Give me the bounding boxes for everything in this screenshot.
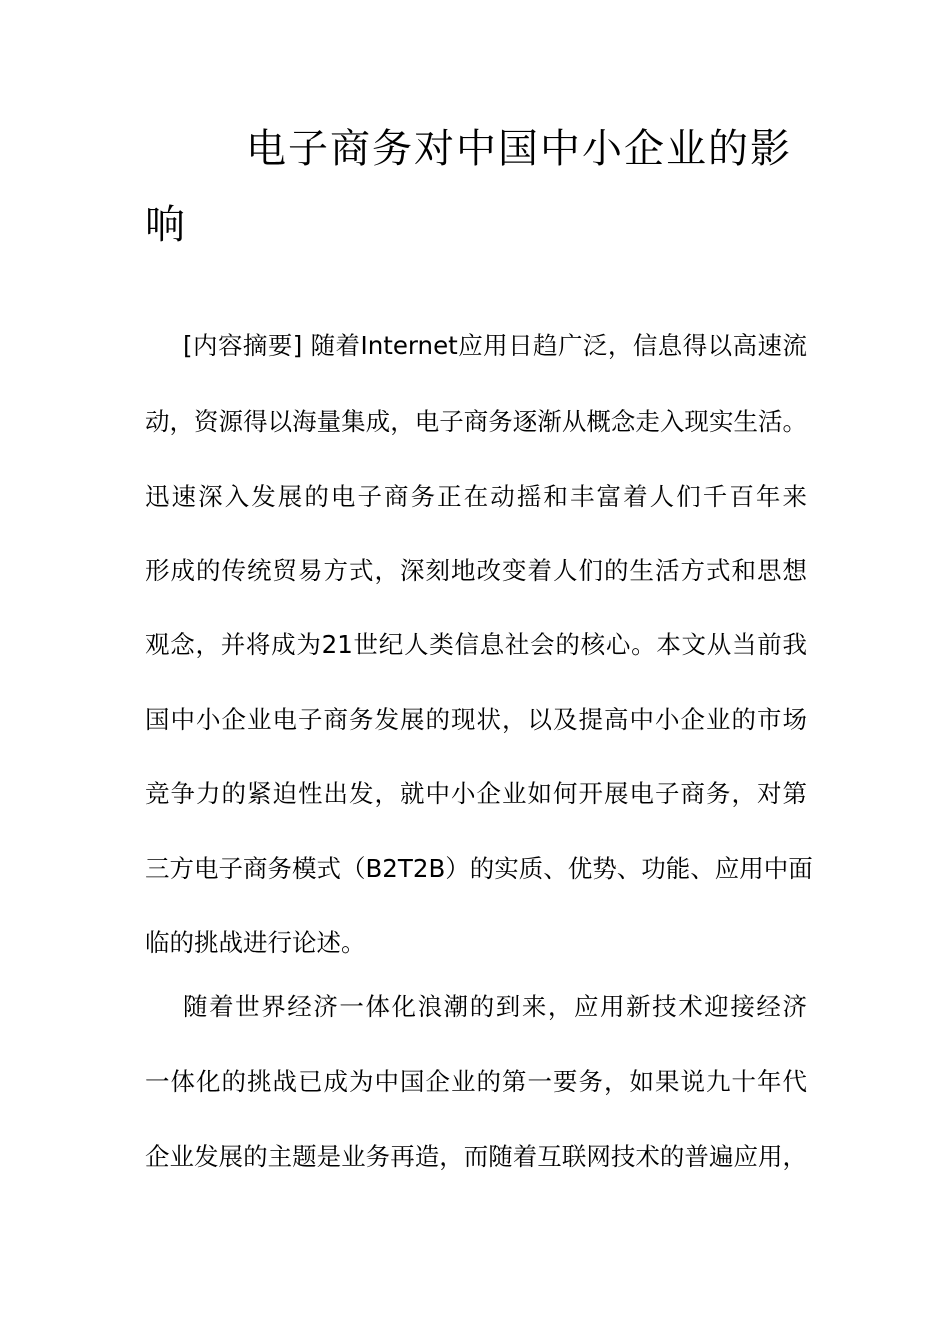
document-title-line-1: 电子商务对中国中小企业的影	[246, 126, 792, 172]
abstract-line-9: 临的挑战进行论述。	[145, 928, 366, 957]
abstract-line-5: 观念，并将成为21世纪人类信息社会的核心。本文从当前我	[145, 630, 807, 659]
paragraph2-line-1: 随着世界经济一体化浪潮的到来，应用新技术迎接经济	[183, 992, 807, 1021]
paragraph2-line-3: 企业发展的主题是业务再造，而随着互联网技术的普遍应用，	[145, 1142, 807, 1171]
abstract-line-7: 竞争力的紧迫性出发，就中小企业如何开展电子商务，对第	[145, 779, 807, 808]
abstract-line-2: 动，资源得以海量集成，电子商务逐渐从概念走入现实生活。	[145, 407, 807, 436]
document-title-line-2: 响	[145, 202, 187, 248]
paragraph2-line-2: 一体化的挑战已成为中国企业的第一要务，如果说九十年代	[145, 1067, 807, 1096]
abstract-line-6: 国中小企业电子商务发展的现状，以及提高中小企业的市场	[145, 705, 807, 734]
abstract-line-1: [内容摘要] 随着Internet应用日趋广泛，信息得以高速流	[183, 331, 807, 360]
abstract-line-8: 三方电子商务模式（B2T2B）的实质、优势、功能、应用中面	[145, 854, 813, 883]
abstract-line-3: 迅速深入发展的电子商务正在动摇和丰富着人们千百年来	[145, 482, 807, 511]
abstract-line-4: 形成的传统贸易方式，深刻地改变着人们的生活方式和思想	[145, 556, 807, 585]
